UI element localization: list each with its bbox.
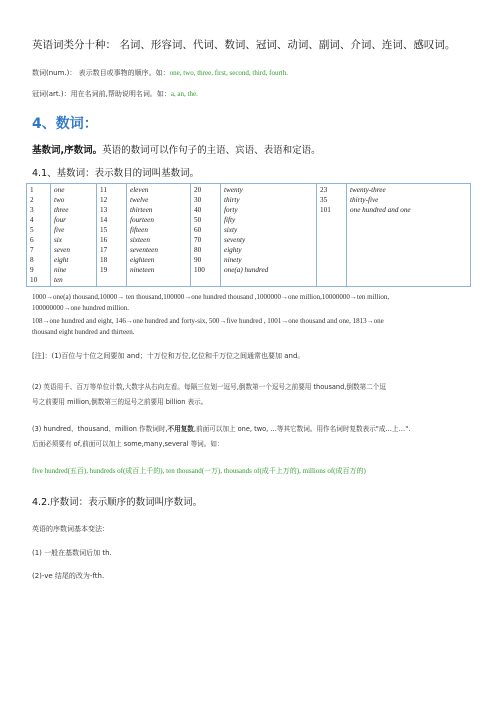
col4-words: [347, 184, 471, 287]
number-word: nineteen: [130, 266, 155, 274]
number-digit: 16: [100, 236, 108, 244]
note-3-pre: (3) hundred、thousand、million 作数词时,: [32, 425, 168, 433]
number-digit: 5: [30, 226, 34, 234]
note-2-line: (2) 英语用千、百万等单位计数,大数字从右向左看。每隔三位划一逗号,倒数第一个逗号之前要用 thousand,倒数第二个逗: [32, 383, 386, 391]
section-4-1-heading: 4.1、基数词：表示数目的词叫基数词。: [32, 168, 200, 179]
number-word: eleven: [130, 186, 149, 194]
number-digit: 18: [100, 256, 108, 264]
number-digit: 100: [194, 266, 205, 274]
note-3-line: [32, 422, 464, 437]
number-word: thirteen: [130, 206, 153, 214]
number-digit: 7: [30, 246, 34, 254]
number-digit: 19: [100, 266, 108, 274]
col4-numbers: [317, 184, 347, 287]
section-4-description: [32, 142, 321, 156]
number-word: seventy: [224, 236, 246, 244]
number-digit: 50: [194, 216, 202, 224]
ordinal-rule-2: (2)-ve 结尾的改为-fth.: [32, 572, 105, 580]
cardinal-number-table: [26, 183, 471, 287]
number-digit: 17: [100, 246, 108, 254]
note-1: [注]：(1)百位与十位之间要加 and；十万位和万位,亿位和千万位之间通常也要加 and。: [32, 352, 305, 360]
number-digit: 11: [100, 186, 107, 194]
number-digit: 12: [100, 196, 108, 204]
number-word: four: [54, 216, 66, 224]
number-word: twenty: [224, 186, 243, 194]
note-2: [32, 380, 464, 409]
number-word: ten: [54, 276, 63, 284]
large-numbers-line: 108→one hundred and eight, 146→one hundred and forty-six, 500→five hundred , 1001→one thousand and one, 1813→one: [32, 317, 384, 325]
number-word: fifty: [224, 216, 236, 224]
number-digit: 60: [194, 226, 202, 234]
number-word: thirty: [224, 196, 240, 204]
col1-words: [51, 184, 97, 287]
number-digit: 23: [320, 186, 328, 194]
large-numbers-line: 100000000→one hundred million.: [32, 304, 130, 312]
note-3-examples: five hundred(五百), hundreds of(成百上千的), ten thousand(一万), thousands of(成千上万的), millions of(成百万的): [32, 467, 366, 475]
number-word: six: [54, 236, 62, 244]
col3-words: [221, 184, 317, 287]
note-3-post: ,前面可以加上 one, two, …等其它数词。用作名词时复数表示"成…上…".: [193, 425, 411, 433]
number-word: ninety: [224, 256, 242, 264]
number-digit: 40: [194, 206, 202, 214]
note-3-bold: 不用复数: [167, 425, 194, 433]
ordinal-rule-1: (1) 一般在基数词后加 th.: [32, 549, 112, 557]
number-digit: 30: [194, 196, 202, 204]
number-word: sixteen: [130, 236, 150, 244]
number-word: seven: [54, 246, 70, 254]
number-digit: 15: [100, 226, 108, 234]
large-numbers-line: 1000→one(a) thousand,10000→ ten thousand,100000→one hundred thousand ,1000000→one million,10000000→ten million,: [32, 293, 390, 301]
intro-article-line: [32, 89, 198, 99]
number-word: three: [54, 206, 69, 214]
number-word: five: [54, 226, 65, 234]
number-word: eighteen: [130, 256, 155, 264]
number-digit: 6: [30, 236, 34, 244]
number-word: fourteen: [130, 216, 154, 224]
number-digit: 35: [320, 196, 328, 204]
number-digit: 70: [194, 236, 202, 244]
numeral-examples: one, two, three, first, second, third, fourth.: [169, 69, 288, 77]
article-definition: 冠词(art.)：用在名词前,帮助说明名词。如：: [32, 90, 171, 98]
number-word: one: [54, 186, 65, 194]
number-word: thirty-five: [350, 196, 379, 204]
number-digit: 90: [194, 256, 202, 264]
number-word: eight: [54, 256, 69, 264]
section-4-desc-rest: 英语的数词可以作句子的主语、宾语、表语和定语。: [102, 145, 321, 156]
number-digit: 80: [194, 246, 202, 254]
number-word: twenty-three: [350, 186, 386, 194]
intro-word-classes: 英语词类分十种： 名词、形容词、代词、数词、冠词、动词、副词、介词、连词、感叹词。: [32, 39, 456, 51]
number-word: two: [54, 196, 65, 204]
ordinal-rules-title: 英语的序数词基本变法：: [32, 525, 109, 533]
number-digit: 101: [320, 206, 331, 214]
section-4-heading: 4、数词：: [32, 116, 98, 132]
col2-words: [127, 184, 191, 287]
number-digit: 14: [100, 216, 108, 224]
number-word: one(a) hundred: [224, 266, 269, 274]
number-digit: 9: [30, 266, 34, 274]
intro-numeral-line: [32, 68, 288, 78]
number-digit: 3: [30, 206, 34, 214]
number-digit: 4: [30, 216, 34, 224]
note-3: [32, 422, 464, 451]
number-digit: 13: [100, 206, 108, 214]
number-word: nine: [54, 266, 67, 274]
col3-numbers: [191, 184, 221, 287]
number-word: fifteen: [130, 226, 148, 234]
number-digit: 1: [30, 186, 34, 194]
note-3-line: 后面必须要有 of,前面可以加上 some,many,several 等词。如：: [32, 439, 224, 448]
number-digit: 20: [194, 186, 202, 194]
section-4-desc-bold: 基数词,序数词。: [32, 145, 103, 156]
large-numbers-block: [32, 292, 464, 338]
number-word: twelve: [130, 196, 149, 204]
large-numbers-line: thousand eight hundred and thirteen.: [32, 328, 135, 336]
number-digit: 10: [30, 276, 38, 284]
section-4-2-heading: 4.2.序数词：表示顺序的数词叫序数词。: [32, 497, 203, 508]
number-word: seventeen: [130, 246, 158, 254]
article-examples: a, an, the.: [170, 90, 198, 98]
col2-numbers: [97, 184, 127, 287]
number-word: forty: [224, 206, 238, 214]
number-digit: 2: [30, 196, 34, 204]
table-row: [27, 184, 471, 287]
col1-numbers: [27, 184, 51, 287]
numeral-definition: 数词(num.)： 表示数目或事物的顺序。如：: [32, 69, 170, 77]
note-2-line: 号之前要用 million,倒数第三的逗号之前要用 billion 表示。: [32, 397, 208, 406]
number-word: one hundred and one: [350, 206, 411, 214]
number-word: eighty: [224, 246, 242, 254]
number-digit: 8: [30, 256, 34, 264]
number-word: sixty: [224, 226, 238, 234]
